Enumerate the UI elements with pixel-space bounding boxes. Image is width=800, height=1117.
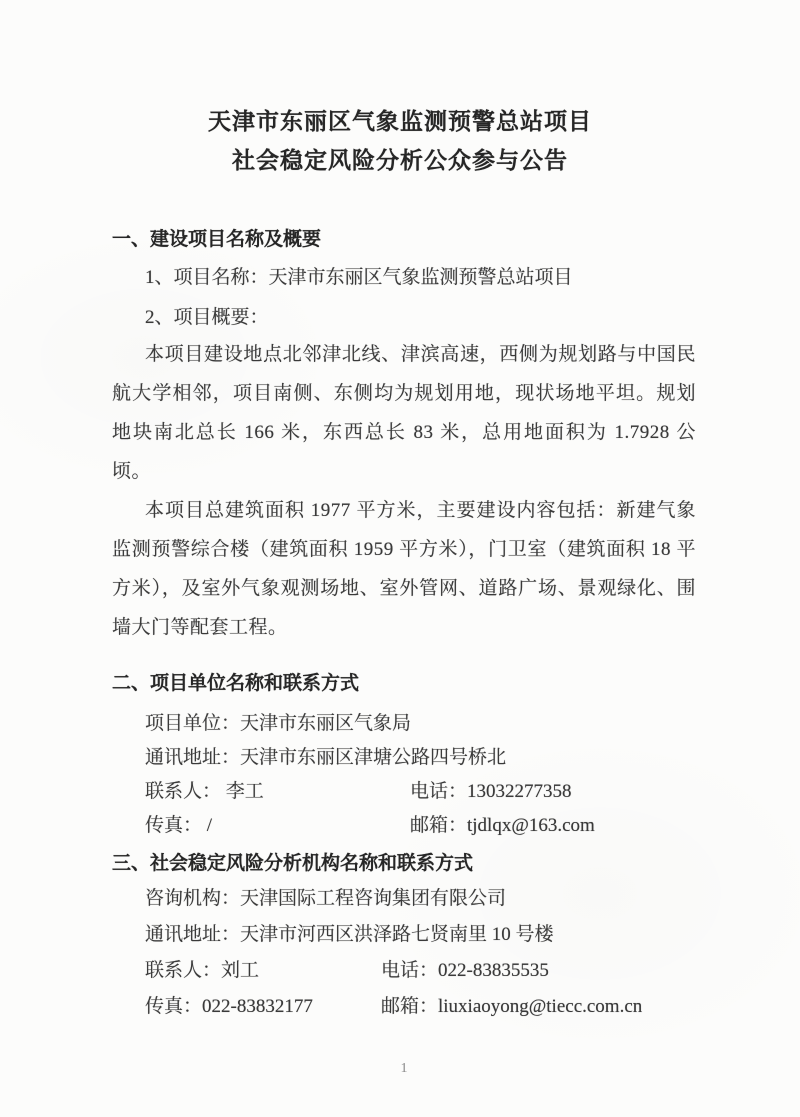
section2-row-fax-email xyxy=(112,809,696,843)
project-unit-fax: 传真： / xyxy=(145,815,213,836)
section3-row-fax-email xyxy=(112,989,696,1025)
document-title-line1: 天津市东丽区气象监测预警总站项目 xyxy=(208,108,592,134)
section1-item-project-name: 1、项目名称：天津市东丽区气象监测预警总站项目 xyxy=(145,267,573,288)
section3-heading: 三、社会稳定风险分析机构名称和联系方式 xyxy=(112,853,474,874)
section3-row-contact-phone xyxy=(112,953,696,989)
section3-contact-block xyxy=(112,881,696,1025)
document-title xyxy=(0,0,800,180)
consulting-agency: 咨询机构：天津国际工程咨询集团有限公司 xyxy=(145,888,507,909)
consulting-agency-contact-person: 联系人：刘工 xyxy=(145,960,260,981)
document-title-line2: 社会稳定风险分析公众参与公告 xyxy=(232,147,568,173)
section2-contact-block xyxy=(112,707,696,843)
section2-row-unit xyxy=(112,707,696,741)
page-number: 1 xyxy=(400,1061,408,1076)
section1-item-project-summary: 2、项目概要： xyxy=(145,307,269,328)
consulting-agency-fax: 传真：022-83832177 xyxy=(145,996,313,1017)
project-unit-contact-person: 联系人： 李工 xyxy=(145,781,264,802)
project-unit: 项目单位：天津市东丽区气象局 xyxy=(145,713,412,734)
project-unit-email: 邮箱：tjdlqx@163.com xyxy=(410,815,595,836)
section1-heading: 一、建设项目名称及概要 xyxy=(112,229,322,250)
project-unit-phone: 电话：13032277358 xyxy=(410,781,572,802)
section2-row-address xyxy=(112,741,696,775)
consulting-agency-address: 通讯地址：天津市河西区洪泽路七贤南里 10 号楼 xyxy=(145,924,554,945)
consulting-agency-email: 邮箱：liuxiaoyong@tiecc.com.cn xyxy=(381,996,643,1017)
document-body xyxy=(112,227,696,1079)
section3-row-agency xyxy=(112,881,696,917)
section2-row-contact-phone xyxy=(112,775,696,809)
section2-heading: 二、项目单位名称和联系方式 xyxy=(112,673,360,694)
consulting-agency-phone: 电话：022-83835535 xyxy=(381,960,549,981)
section1-paragraph-location: 本项目建设地点北邻津北线、津滨高速，西侧为规划路与中国民航大学相邻，项目南侧、东侧均为规划用地，现状场地平坦。规划地块南北总长 166 米，东西总长 83 米，总用地面积为 1.7928 公顷。 xyxy=(112,344,696,482)
section3-row-address xyxy=(112,917,696,953)
section1-paragraph-construction: 本项目总建筑面积 1977 平方米，主要建设内容包括：新建气象监测预警综合楼（建筑面积 1959 平方米），门卫室（建筑面积 18 平方米），及室外气象观测场地、室外管网、道路广场、景观绿化、围墙大门等配套工程。 xyxy=(112,500,696,638)
project-unit-address: 通讯地址：天津市东丽区津塘公路四号桥北 xyxy=(145,747,507,768)
